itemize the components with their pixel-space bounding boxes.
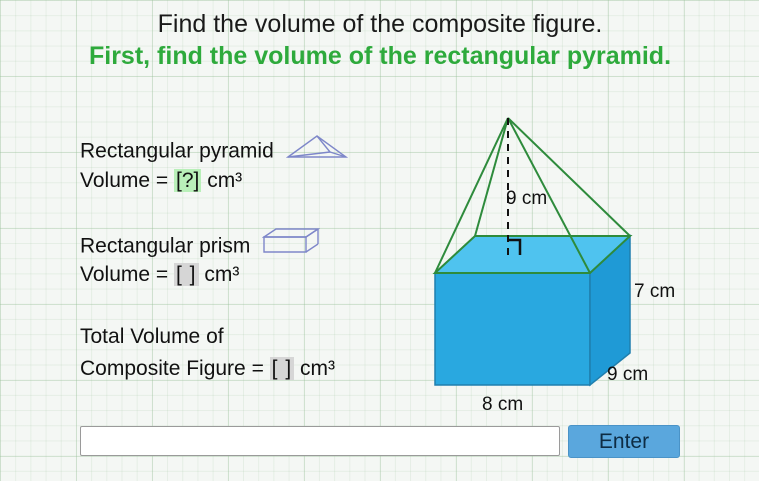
composite-figure-diagram [420, 108, 710, 413]
right-edge-dimension-label: 7 cm [634, 281, 676, 302]
total-volume-unit: cm³ [300, 357, 336, 380]
question-line-2: First, find the volume of the rectangular pyramid. [88, 42, 672, 70]
pyramid-thumbnail-icon [286, 133, 348, 169]
prism-label: Rectangular prism [80, 234, 251, 258]
pyramid-volume-answer-box: [?] [175, 169, 200, 192]
enter-button[interactable]: Enter [568, 425, 680, 458]
pyramid-volume-unit: cm³ [207, 169, 243, 192]
prism-volume-prefix: Volume = [80, 263, 174, 286]
prism-volume-row [80, 259, 440, 291]
height-dimension-label: 9 cm [506, 188, 548, 209]
spacer-2 [80, 291, 440, 321]
pyramid-volume-prefix: Volume = [80, 169, 174, 192]
pyramid-label-row [80, 133, 440, 165]
total-volume-prefix: Composite Figure = [80, 357, 270, 380]
total-volume-line-1: Total Volume of [80, 325, 224, 348]
total-volume-answer-box: [ ] [271, 357, 293, 380]
prompt-block [80, 133, 440, 385]
page-title [40, 8, 720, 73]
total-volume-row [80, 353, 440, 385]
spacer-1 [80, 197, 440, 227]
depth-dimension-label: 9 cm [607, 364, 649, 385]
prism-volume-answer-box: [ ] [175, 263, 197, 286]
answer-input[interactable] [80, 426, 560, 456]
question-line-1: Find the volume of the composite figure. [157, 10, 603, 38]
width-dimension-label: 8 cm [482, 394, 524, 415]
total-volume-label-row [80, 321, 440, 353]
prism-volume-unit: cm³ [204, 263, 240, 286]
pyramid-label: Rectangular pyramid [80, 139, 274, 163]
pyramid-volume-row [80, 165, 440, 197]
prism-thumbnail-icon [262, 227, 320, 265]
prism-label-row [80, 227, 440, 259]
